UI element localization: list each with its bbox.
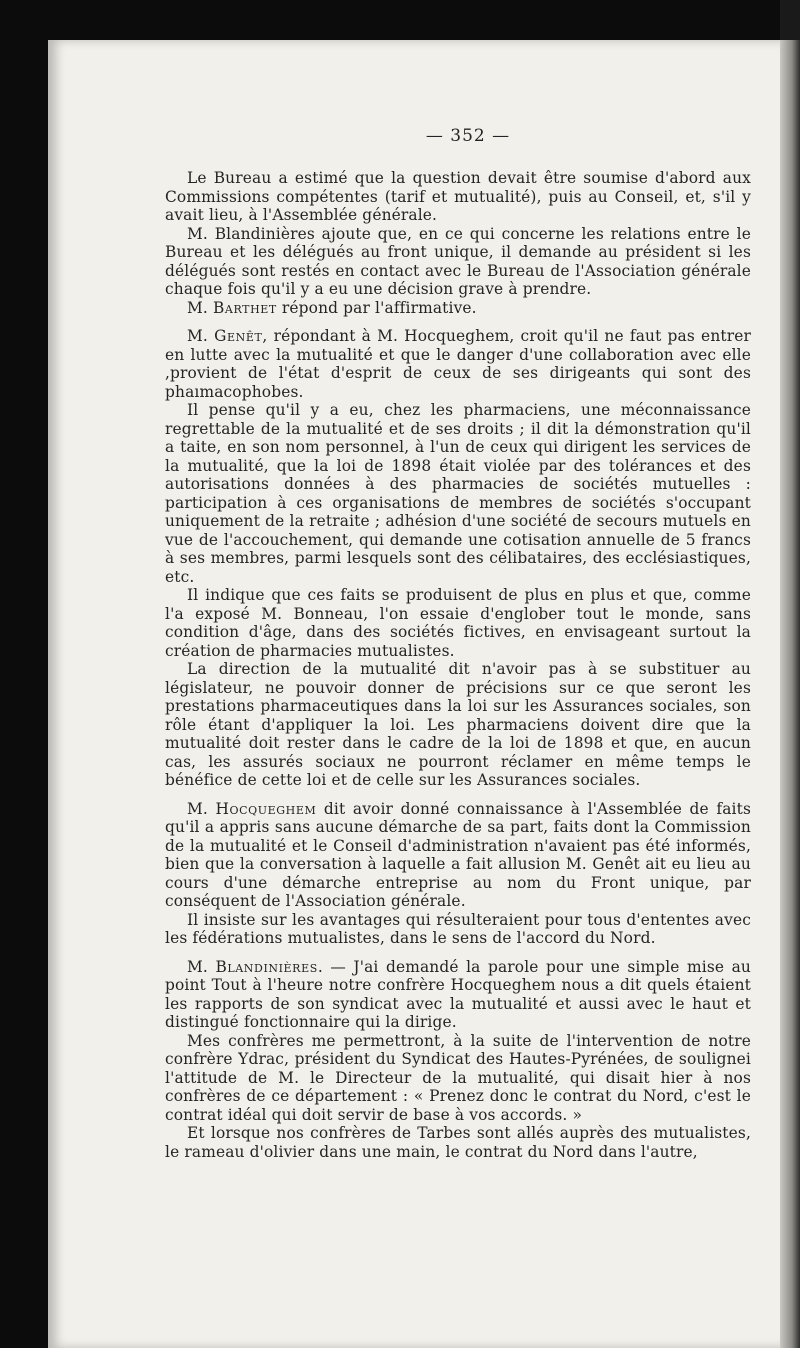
paragraph-text: Mes confrères me permettront, à la suite de l'intervention de notre confrère Ydrac, président du Syndicat des Hautes-Pyrénées, de soulignei l'attitude de M. le Directeur de la mutualité, qui disait hier à nos confrères de ce département : « Prenez donc le contrat du Nord, c'est le contrat idéal qui doit servir de base à vos accords. » bbox=[165, 1031, 751, 1124]
paragraph-text: dit avoir donné connaissance à l'Assemblée de faits qu'il a appris sans aucune démarche de sa part, faits dont la Commission de la mutualité et le Conseil d'administration n'avaient pas été informés, bien que la conversation à laquelle a fait allusion M. Genêt ait eu lieu au cours d'une démarche entreprise au nom du Front unique, par conséquent de l'Association générale. bbox=[165, 799, 751, 910]
paragraph bbox=[165, 800, 751, 911]
speaker-prefix: M. bbox=[187, 327, 215, 345]
page-content bbox=[165, 126, 751, 1161]
paragraph bbox=[165, 169, 751, 225]
paragraph bbox=[165, 660, 751, 790]
page-number: — 352 — bbox=[425, 126, 511, 146]
paragraph bbox=[165, 1124, 751, 1161]
paragraph-text: , répondant à M. Hocqueghem, croit qu'il ne faut pas entrer en lutte avec la mutualité et que le danger d'une collaboration avec elle ,provient de l'état d'esprit de ceux de ses dirigeants qui sont des phaımacophobes. bbox=[165, 327, 751, 401]
speaker-prefix: M. bbox=[187, 799, 216, 818]
paragraph bbox=[165, 586, 751, 660]
speaker-name: Barthet bbox=[213, 298, 277, 317]
paragraph bbox=[165, 958, 751, 1032]
paragraph bbox=[165, 911, 751, 948]
paragraph-text: Le Bureau a estimé que la question devait être soumise d'abord aux Commissions compétentes (tarif et mutualité), puis au Conseil, et, s'il y avait lieu, à l'Assemblée générale. bbox=[165, 169, 751, 224]
speaker-prefix: M. bbox=[187, 298, 213, 317]
body-text bbox=[165, 169, 751, 1161]
paragraph bbox=[165, 1032, 751, 1125]
speaker-name: Blandinières bbox=[215, 957, 318, 976]
paragraph-text: . — J'ai demandé la parole pour une simple mise au point Tout à l'heure notre confrère Hocqueghem nous a dit quels étaient les rapports de son syndicat avec la mutualité et aussi avec le haut et distingué fonctionnaire qui la dirige. bbox=[165, 957, 751, 1031]
paragraph-text: M. Blandinières ajoute que, en ce qui concerne les relations entre le Bureau et les délégués au front unique, il demande au président si les délégués sont restés en contact avec le Bureau de l'Association générale chaque fois qu'il y a eu une décision grave à prendre. bbox=[165, 224, 751, 298]
paragraph bbox=[165, 327, 751, 401]
paragraph-text: Et lorsque nos confrères de Tarbes sont allés auprès des mutualistes, le rameau d'olivier dans une main, le contrat du Nord dans l'autre, bbox=[165, 1124, 751, 1161]
paragraph-text: Il indique que ces faits se produisent de plus en plus et que, comme l'a exposé M. Bonneau, l'on essaie d'englober tout le monde, sans condition d'âge, dans des sociétés fictives, en envisageant surtout la création de pharmacies mutualistes. bbox=[165, 586, 751, 660]
paragraph-text: Il insiste sur les avantages qui résulteraient pour tous d'ententes avec les fédérations mutualistes, dans le sens de l'accord du Nord. bbox=[165, 910, 751, 947]
paragraph bbox=[165, 225, 751, 299]
paragraph bbox=[165, 299, 751, 318]
paragraph bbox=[165, 401, 751, 586]
speaker-name: Genêt bbox=[214, 327, 263, 345]
speaker-prefix: M. bbox=[187, 957, 216, 976]
paragraph-text: Il pense qu'il y a eu, chez les pharmaciens, une méconnaissance regrettable de la mutualité et de ses droits ; il dit la démonstration qu'il a taite, en son nom personnel, à l'un de ceux qui dirigent les services de la mutualité, que la loi de 1898 était violée par des tolérances et des autorisations données à des pharmacies de sociétés mutuelles : participation à ces organisations de membres de sociétés s'occupant uniquement de la retraite ; adhésion d'une société de secours mutuels en vue de l'accouchement, qui demande une cotisation annuelle de 5 francs à ses membres, parmi lesquels sont des célibataires, des ecclésiastiques, etc. bbox=[165, 401, 751, 586]
page-edge-shadow bbox=[780, 40, 800, 1348]
speaker-name: Hocqueghem bbox=[215, 799, 317, 818]
paragraph-text: répond par l'affirmative. bbox=[276, 298, 477, 317]
scan-background-corner bbox=[780, 0, 800, 40]
paragraph-text: La direction de la mutualité dit n'avoir pas à se substituer au législateur, ne pouvoir donner de précisions sur ce que seront les prestations pharmaceutiques dans la loi sur les Assurances sociales, son rôle étant d'appliquer la loi. Les pharmaciens doivent dire que la mutualité doit rester dans le cadre de la loi de 1898 et que, en aucun cas, les assurés sociaux ne pourront réclamer en même temps le bénéfice de cette loi et de celle sur les Assurances sociales. bbox=[165, 660, 751, 789]
